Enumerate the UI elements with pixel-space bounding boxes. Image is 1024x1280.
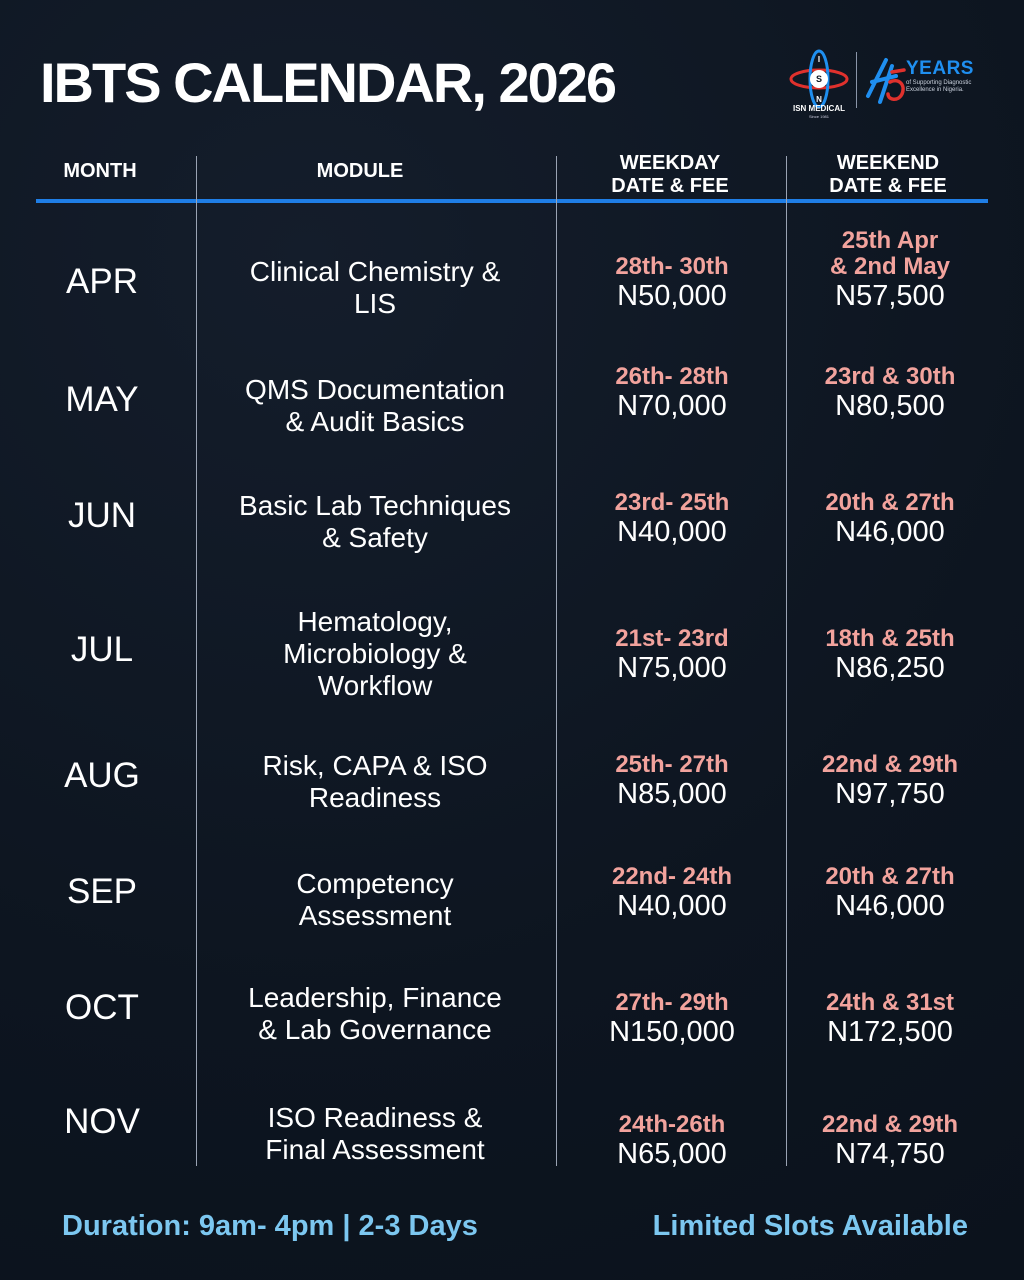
weekday-date: 22nd- 24th (611, 863, 733, 890)
column-header-weekend-line2: DATE & FEE (829, 175, 947, 197)
row-weekday (560, 990, 784, 1048)
row-module-line: Leadership, Finance (248, 982, 502, 1013)
weekend-fee: N57,500 (835, 280, 945, 312)
weekend-fee: N46,000 (835, 890, 945, 922)
column-divider (786, 156, 787, 1166)
weekday-date: 23rd- 25th (614, 489, 730, 516)
weekend-date: 22nd & 29th (821, 751, 959, 778)
row-module (200, 982, 550, 1046)
row-module-line: LIS (353, 288, 397, 319)
row-weekend (790, 228, 990, 312)
weekday-fee: N40,000 (617, 890, 727, 922)
row-weekday (560, 490, 784, 548)
isn-caption: ISN MEDICAL (793, 104, 845, 113)
isn-letter-s: S (815, 74, 823, 84)
row-month: OCT (65, 988, 139, 1027)
column-header-weekend (790, 152, 986, 198)
row-weekend (790, 1112, 990, 1170)
row-module (200, 750, 550, 814)
column-header-month: MONTH (63, 160, 137, 182)
column-header-weekday-line1: WEEKDAY (619, 152, 721, 174)
weekend-fee: N46,000 (835, 516, 945, 548)
row-weekend (790, 752, 990, 810)
row-module (200, 490, 550, 554)
row-month: SEP (66, 872, 138, 911)
row-module-line: Final Assessment (265, 1134, 485, 1165)
weekend-date: 20th & 27th (825, 863, 955, 890)
row-module-line: Risk, CAPA & ISO (262, 750, 488, 781)
row-weekday (560, 752, 784, 810)
column-header-weekday (560, 152, 780, 198)
years-tagline: of Supporting Diagnostic Excellence in Nigeria. (906, 80, 972, 93)
row-weekend (790, 490, 990, 548)
weekday-date: 24th-26th (618, 1111, 726, 1138)
row-module-line: & Lab Governance (258, 1014, 492, 1045)
weekend-date: 20th & 27th (825, 489, 955, 516)
isn-since: Since 1981 (808, 114, 829, 119)
row-module-line: Workflow (317, 670, 433, 701)
row-weekend (790, 990, 990, 1048)
weekday-fee: N50,000 (617, 280, 727, 312)
weekday-fee: N85,000 (617, 778, 727, 810)
row-weekday (560, 254, 784, 312)
weekday-date: 25th- 27th (615, 751, 729, 778)
row-module (200, 1102, 550, 1166)
weekend-fee: N74,750 (835, 1138, 945, 1170)
row-weekend (790, 364, 990, 422)
isn-letter-i: I (817, 55, 821, 64)
row-module-line: ISO Readiness & (267, 1102, 483, 1133)
weekday-fee: N150,000 (609, 1016, 735, 1048)
weekend-fee: N80,500 (835, 390, 945, 422)
row-month: JUN (67, 496, 137, 535)
column-header-weekday-line2: DATE & FEE (611, 175, 729, 197)
weekend-fee: N86,250 (835, 652, 945, 684)
logo-divider (856, 52, 857, 108)
column-divider (196, 156, 197, 1166)
row-weekday (560, 864, 784, 922)
row-month: AUG (64, 756, 140, 795)
isn-letter-n: N (816, 95, 822, 104)
weekend-date: & 2nd May (829, 253, 951, 280)
row-module-line: & Audit Basics (285, 406, 465, 437)
row-module-line: Readiness (308, 782, 442, 813)
row-module-line: & Safety (322, 522, 428, 553)
row-weekday (560, 1112, 784, 1170)
weekend-date: 22nd & 29th (821, 1111, 959, 1138)
anniversary-45-icon (862, 52, 908, 108)
row-module (200, 256, 550, 320)
weekend-date: 23rd & 30th (824, 363, 956, 390)
row-module-line: Hematology, (297, 606, 453, 637)
column-header-weekend-line1: WEEKEND (836, 152, 940, 174)
weekend-date: 25th Apr (841, 227, 939, 254)
weekday-fee: N75,000 (617, 652, 727, 684)
row-month: APR (66, 262, 138, 301)
row-month: NOV (64, 1102, 140, 1141)
years-word: YEARS (906, 58, 974, 79)
weekday-date: 27th- 29th (615, 989, 729, 1016)
row-module-line: Competency (296, 868, 454, 899)
weekday-date: 28th- 30th (615, 253, 729, 280)
column-divider (556, 156, 557, 1166)
row-module (200, 606, 550, 702)
row-weekend (790, 864, 990, 922)
weekday-date: 26th- 28th (615, 363, 729, 390)
column-header-module: MODULE (316, 160, 404, 182)
row-module-line: Clinical Chemistry & (249, 256, 501, 287)
row-weekday (560, 364, 784, 422)
isn-medical-logo (788, 48, 988, 120)
isn-medical-emblem-icon (788, 48, 850, 110)
weekday-date: 21st- 23rd (615, 625, 729, 652)
row-month: JUL (70, 630, 134, 669)
header-rule (36, 199, 988, 203)
weekend-fee: N172,500 (827, 1016, 953, 1048)
weekend-date: 24th & 31st (825, 989, 955, 1016)
slots-note: Limited Slots Available (652, 1210, 968, 1242)
row-month: MAY (65, 380, 139, 419)
row-module-line: Basic Lab Techniques (239, 490, 511, 521)
row-module-line: QMS Documentation (245, 374, 505, 405)
row-module (200, 374, 550, 438)
weekend-fee: N97,750 (835, 778, 945, 810)
weekday-fee: N65,000 (617, 1138, 727, 1170)
weekday-fee: N40,000 (617, 516, 727, 548)
row-module (200, 868, 550, 932)
row-weekend (790, 626, 990, 684)
weekend-date: 18th & 25th (825, 625, 955, 652)
weekday-fee: N70,000 (617, 390, 727, 422)
row-module-line: Microbiology & (283, 638, 467, 669)
row-module-line: Assessment (298, 900, 452, 931)
row-weekday (560, 626, 784, 684)
duration-note: Duration: 9am- 4pm | 2-3 Days (62, 1210, 478, 1242)
page-title: IBTS CALENDAR, 2026 (40, 51, 616, 114)
